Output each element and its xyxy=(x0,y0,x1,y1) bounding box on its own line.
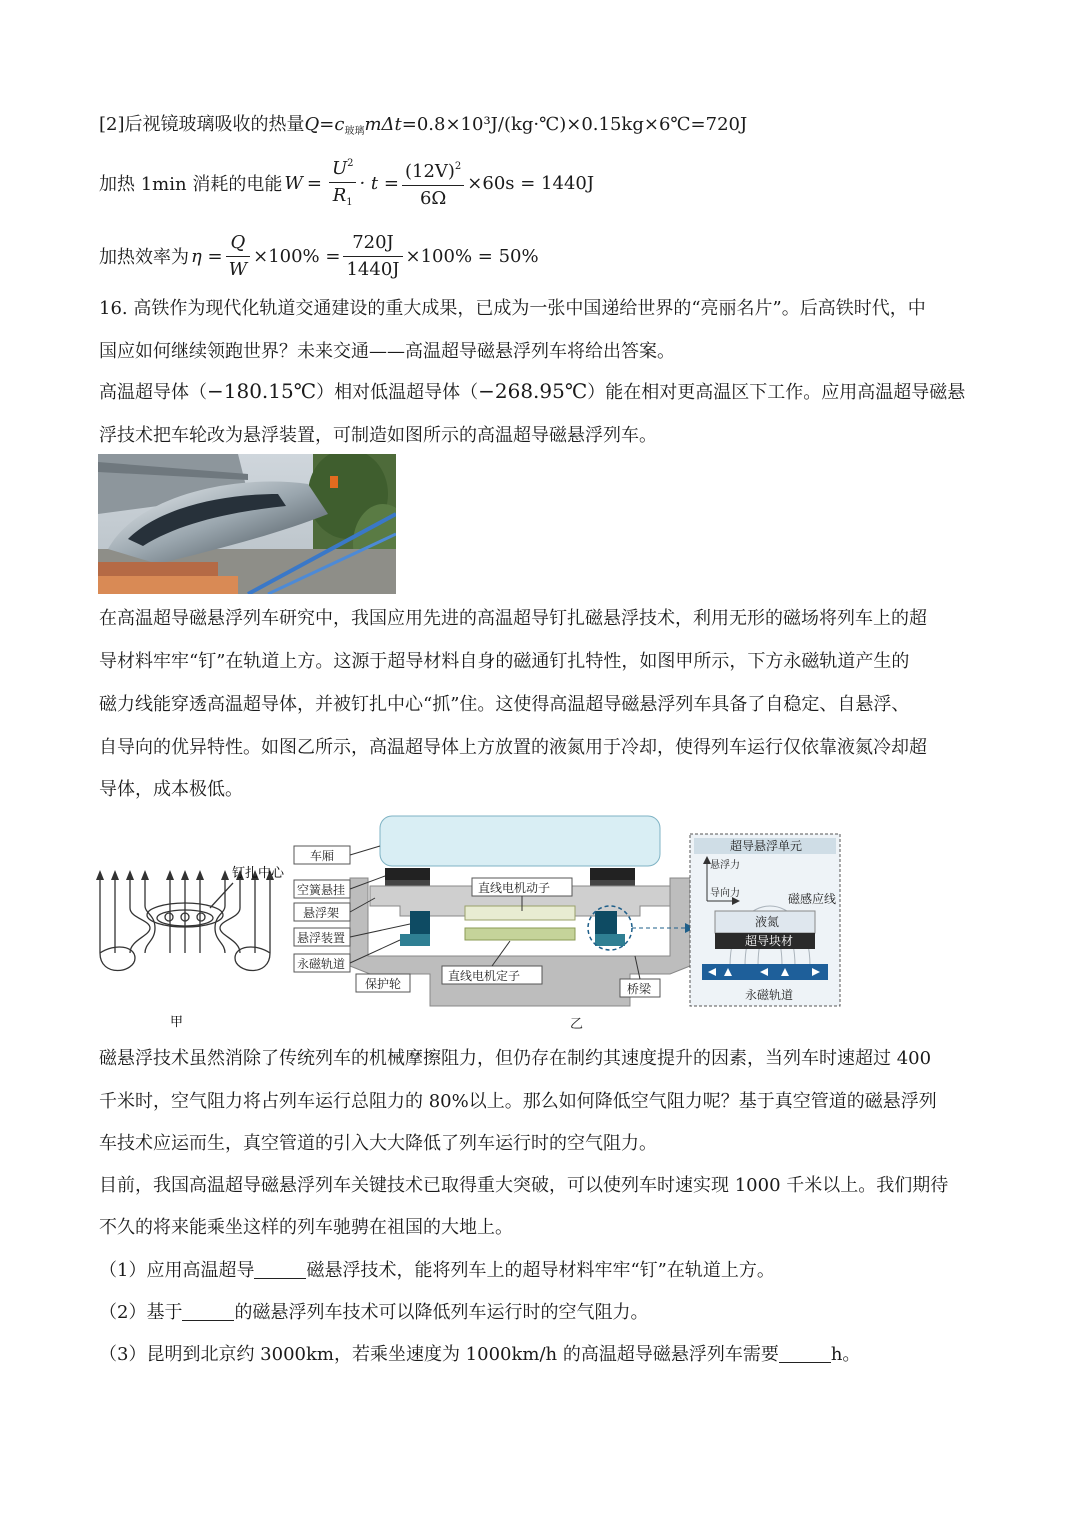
q15-heat-absorbed-line xyxy=(99,110,747,137)
sub2-text-b: 的磁悬浮列车技术可以降低列车运行时的空气阻力。 xyxy=(234,1302,649,1323)
q15-efficiency-line xyxy=(99,226,539,286)
q16-p4-line3: 车技术应运而生，真空管道的引入大大降低了列车运行时的空气阻力。 xyxy=(99,1133,657,1154)
sub3-text-b: h。 xyxy=(830,1344,861,1365)
q16-subquestion-2 xyxy=(99,1298,648,1324)
q15-line2-prefix: 加热 1min 消耗的电能 xyxy=(99,174,283,195)
q15-line1-m: m xyxy=(364,114,382,135)
q15-line2-eq: = xyxy=(306,172,322,194)
sub2-answer-blank[interactable] xyxy=(182,1302,234,1321)
q16-p3-line2: 导材料牢牢“钉”在轨道上方。这源于超导材料自身的磁通钉扎特性，如图甲所示，下方永磁轨道产生的 xyxy=(99,651,910,672)
q16-p5-line1: 目前，我国高温超导磁悬浮列车关键技术已取得重大突破，可以使列车时速实现 1000 千米以上。我们期待 xyxy=(99,1175,949,1196)
q16-p2-line2: 浮技术把车轮改为悬浮装置，可制造如图所示的高温超导磁悬浮列车。 xyxy=(99,425,657,446)
q16-p2-line1 xyxy=(99,378,965,404)
yi-label-air-spring: 空簧悬挂 xyxy=(297,883,346,897)
q16-p3-line3: 磁力线能穿透高温超导体，并被钉扎中心“抓”住。这使得高温超导磁悬浮列车具备了自稳定、自悬浮、 xyxy=(99,694,910,715)
q15-line2-den: 6Ω xyxy=(419,188,447,209)
yi-inset-block: 超导块材 xyxy=(745,934,794,948)
q15-line1-Q: Q xyxy=(304,114,320,135)
q16-p3-line4: 自导向的优异特性。如图乙所示，高温超导体上方放置的液氮用于冷却，使得列车运行仅依靠液氮冷却超 xyxy=(99,737,927,758)
yi-label-levitation-device: 悬浮装置 xyxy=(297,931,346,945)
q15-line1-c: =c xyxy=(319,114,345,135)
yi-label-pm-track: 永磁轨道 xyxy=(297,957,346,971)
q16-subquestion-1 xyxy=(99,1256,775,1282)
yi-inset-lift: 悬浮力 xyxy=(710,860,740,871)
q16-p2-part1: 高温超导体（ xyxy=(99,382,207,403)
q16-p1-line1: 16. 高铁作为现代化轨道交通建设的重大成果，已成为一张中国递给世界的“亮丽名片”。后高铁时代，中 xyxy=(99,298,926,319)
sub3-text-a: （3）昆明到北京约 3000km，若乘坐速度为 1000km/h 的高温超导磁悬浮列车需要 xyxy=(99,1344,779,1365)
q15-line3-Q: Q xyxy=(230,231,246,253)
q15-line3-frac-qw xyxy=(226,230,251,283)
q15-line1-prefix: [2]后视镜玻璃吸收的热量 xyxy=(99,114,305,135)
q15-line3-den: 1440J xyxy=(346,258,400,280)
figure-yi-maglev-structure xyxy=(290,806,850,1036)
q16-p2-part2: ）相对低温超导体（ xyxy=(316,382,479,403)
q15-line3-rest: ×100% = 50% xyxy=(405,245,539,267)
sub1-answer-blank[interactable] xyxy=(254,1260,306,1279)
q15-electric-energy-line xyxy=(99,153,594,213)
q15-line3-prefix: 加热效率为 xyxy=(99,247,189,268)
q15-line2-t: · t = xyxy=(359,172,399,194)
sub1-text-a: （1）应用高温超导 xyxy=(99,1260,255,1281)
q15-line1-sub-glass: 玻璃 xyxy=(344,126,365,137)
q15-line3-frac-values xyxy=(343,230,402,283)
q15-line2-frac-values xyxy=(402,154,464,212)
yi-label-motor-stator: 直线电机定子 xyxy=(448,969,521,983)
maglev-train-photo xyxy=(98,454,396,594)
q15-line2-U: U xyxy=(331,157,348,179)
q16-p3-line5: 导体，成本极低。 xyxy=(99,779,243,800)
q16-p5-line2: 不久的将来能乘坐这样的列车驰骋在祖国的大地上。 xyxy=(99,1217,513,1238)
figure-jia-flux-pinning xyxy=(95,858,285,1033)
q15-line1-rest: =0.8×10³J/(kg·℃)×0.15kg×6℃=720J xyxy=(401,114,748,135)
q15-line2-W: W xyxy=(284,172,303,194)
q15-line2-rest: ×60s = 1440J xyxy=(467,172,595,194)
jia-caption: 甲 xyxy=(170,1015,184,1030)
q15-line1-dt: Δt xyxy=(381,114,402,135)
q15-line2-frac-u2r xyxy=(329,151,357,216)
q16-subquestion-3 xyxy=(99,1340,860,1366)
sub2-text-a: （2）基于 xyxy=(99,1302,183,1323)
yi-label-bridge: 桥梁 xyxy=(627,982,652,996)
yi-inset-track: 永磁轨道 xyxy=(745,988,794,1002)
q16-p2-part3: ）能在相对更高温区下工作。应用高温超导磁悬 xyxy=(587,382,966,403)
q16-p2-temp-high: −180.15℃ xyxy=(207,379,317,403)
sub3-answer-blank[interactable] xyxy=(779,1344,831,1363)
q15-line3-W: W xyxy=(228,258,248,280)
yi-label-protect-wheel: 保护轮 xyxy=(365,977,402,991)
q15-line3-eta: η = xyxy=(191,245,223,267)
q16-p1-line2: 国应如何继续领跑世界？未来交通——高温超导磁悬浮列车将给出答案。 xyxy=(99,341,675,362)
yi-label-levitation-frame: 悬浮架 xyxy=(303,906,340,920)
q16-p3-line1: 在高温超导磁悬浮列车研究中，我国应用先进的高温超导钉扎磁悬浮技术，利用无形的磁场将列车上的超 xyxy=(99,608,927,629)
q15-line2-num: (12V) xyxy=(404,161,455,182)
yi-inset-flux: 磁感应线 xyxy=(788,892,837,906)
q15-line2-sup: 2 xyxy=(347,157,354,169)
yi-inset-ln2: 液氮 xyxy=(755,915,780,929)
yi-caption: 乙 xyxy=(570,1017,584,1032)
q16-p4-line2: 千米时，空气阻力将占列车运行总阻力的 80%以上。那么如何降低空气阻力呢？基于真空管道的磁悬浮列 xyxy=(99,1091,937,1112)
q15-line2-sub: 1 xyxy=(346,196,353,208)
yi-label-carriage: 车厢 xyxy=(310,849,335,863)
q15-line2-R: R xyxy=(332,184,347,206)
jia-pinning-center-label: 钉扎中心 xyxy=(232,866,285,881)
q15-line3-mid: ×100% = xyxy=(253,245,341,267)
q15-line2-num-sup: 2 xyxy=(454,161,462,172)
sub1-text-b: 磁悬浮技术，能将列车上的超导材料牢牢“钉”在轨道上方。 xyxy=(306,1260,775,1281)
q16-p2-temp-low: −268.95℃ xyxy=(478,379,588,403)
yi-inset-title: 超导悬浮单元 xyxy=(730,839,803,853)
q16-p4-line1: 磁悬浮技术虽然消除了传统列车的机械摩擦阻力，但仍存在制约其速度提升的因素，当列车时速超过 400 xyxy=(99,1048,932,1069)
q15-line3-num: 720J xyxy=(343,230,402,257)
yi-label-motor-mover: 直线电机动子 xyxy=(478,881,551,895)
yi-inset-guide: 导向力 xyxy=(710,888,740,899)
